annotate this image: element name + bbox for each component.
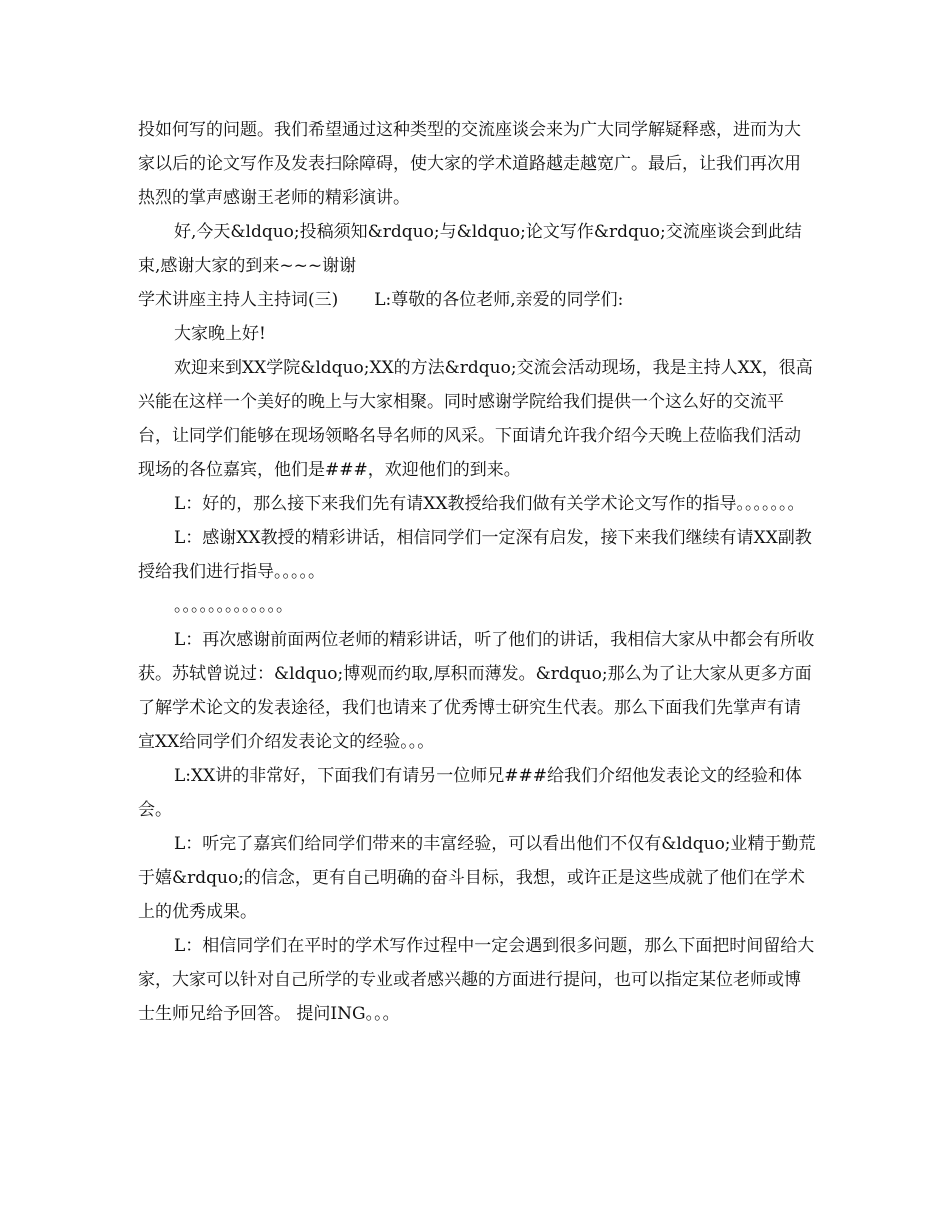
paragraph-ending: 好,今天&ldquo;投稿须知&rdquo;与&ldquo;论文写作&rdquo;交流座谈会到此结束,感谢大家的到来~~~谢谢 xyxy=(138,222,802,276)
section-title: 学术讲座主持人主持词(三) xyxy=(138,290,339,310)
paragraph-experience-summary: L：听完了嘉宾们给同学们带来的丰富经验，可以看出他们不仅有&ldquo;业精于勤荒于嬉&rdquo;的信念，更有自己明确的奋斗目标，我想，或许正是这些成就了他们在学术上的优秀成果。 xyxy=(138,834,816,922)
paragraph-phd-intro: L：再次感谢前面两位老师的精彩讲话，听了他们的讲话，我相信大家从中都会有所收获。苏轼曾说过：&ldquo;博观而约取,厚积而薄发。&rdquo;那么为了让大家从更多方面了解学术论文的发表途径，我们也请来了优秀博士研究生代表。那么下面我们先掌声有请宣XX给同学们介绍发表论文的经验。。。 xyxy=(138,630,815,752)
section-heading-line xyxy=(138,283,816,317)
paragraph-greeting: 大家晚上好! xyxy=(174,324,266,344)
paragraph-senior-intro: L:XX讲的非常好，下面我们有请另一位师兄###给我们介绍他发表论文的经验和体会。 xyxy=(138,766,802,820)
paragraph-welcome: 欢迎来到XX学院&ldquo;XX的方法&rdquo;交流会活动现场，我是主持人XX，很高兴能在这样一个美好的晚上与大家相聚。同时感谢学院给我们提供一个这么好的交流平台，让同学们能够在现场领略名导名师的风采。下面请允许我介绍今天晚上莅临我们活动现场的各位嘉宾，他们是###，欢迎他们的到来。 xyxy=(138,358,813,480)
paragraph-first-guest: L：好的，那么接下来我们先有请XX教授给我们做有关学术论文写作的指导。。。。。。。 xyxy=(174,494,805,514)
paragraph-second-guest: L：感谢XX教授的精彩讲话，相信同学们一定深有启发，接下来我们继续有请XX副教授给我们进行指导。。。。。 xyxy=(138,528,812,582)
paragraph-closing-remarks: 投如何写的问题。我们希望通过这种类型的交流座谈会来为广大同学解疑释惑，进而为大家以后的论文写作及发表扫除障碍，使大家的学术道路越走越宽广。最后，让我们再次用热烈的掌声感谢王老师的精彩演讲。 xyxy=(138,120,801,208)
paragraph-ellipsis: 。。。。。。。。。。。。。 xyxy=(174,596,293,616)
paragraph-qa-session: L：相信同学们在平时的学术写作过程中一定会遇到很多问题，那么下面把时间留给大家，大家可以针对自己所学的专业或者感兴趣的方面进行提问，也可以指定某位老师或博士生师兄给予回答。 提问ING。。。 xyxy=(138,936,815,1024)
section-opening: L:尊敬的各位老师,亲爱的同学们: xyxy=(374,290,624,310)
document-body xyxy=(138,113,816,1031)
